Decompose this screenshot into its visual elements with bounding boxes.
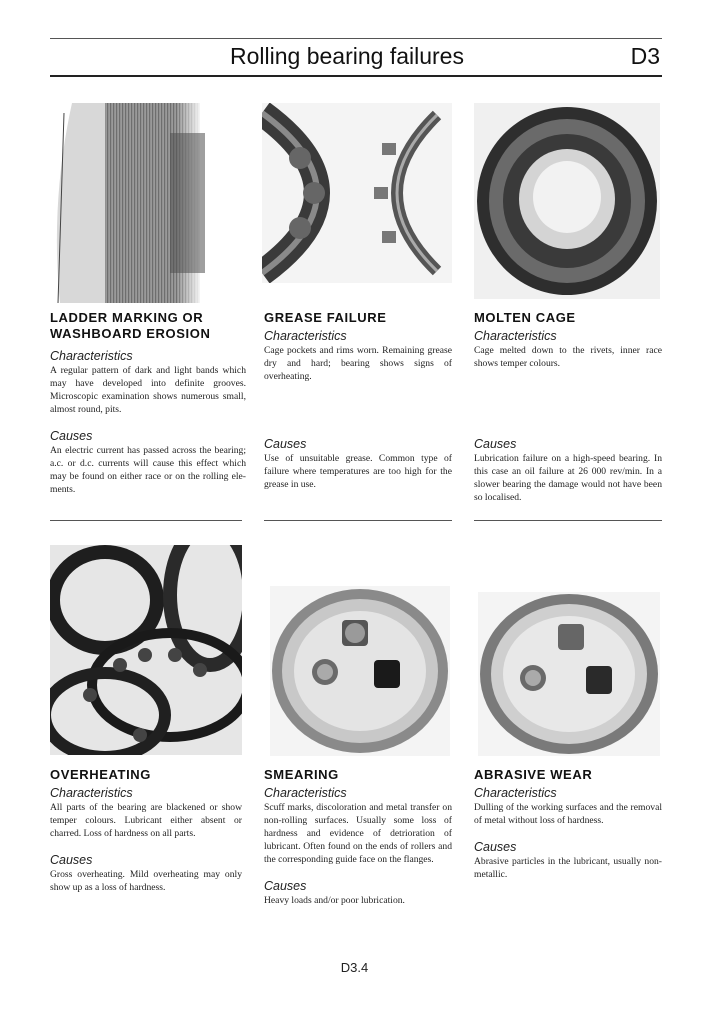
causes-label: Causes — [474, 840, 517, 854]
characteristics-label: Characteristics — [50, 349, 133, 363]
characteristics-text: Cage pockets and rims worn. Remaining grease dry and hard; bearing shows signs of overheating. — [264, 345, 452, 382]
section-title: SMEARING — [264, 767, 339, 782]
causes-label: Causes — [474, 437, 517, 451]
causes-label: Causes — [50, 853, 93, 867]
section-abrasive-wear — [474, 767, 662, 881]
section-overheating — [50, 767, 242, 894]
section-divider — [50, 520, 242, 521]
page-number: D3.4 — [340, 960, 369, 975]
page-title: Rolling bearing failures — [230, 43, 464, 69]
section-title: LADDER MARKING OR WASHBOARD EROSION — [50, 310, 211, 341]
causes-text: Heavy loads and/or poor lubrication. — [264, 895, 405, 906]
causes-label: Causes — [264, 437, 307, 451]
characteristics-label: Characteristics — [474, 786, 557, 800]
section-title: GREASE FAILURE — [264, 310, 387, 325]
causes-text: Abrasive particles in the lubricant, usually non-metallic. — [474, 856, 662, 880]
section-title: ABRASIVE WEAR — [474, 767, 593, 782]
photo-overheating — [50, 545, 242, 755]
causes-label: Causes — [264, 879, 307, 893]
characteristics-text: A regular pattern of dark and light bands which may have developed into definite grooves. Microscopic examination shows numerous small, almost round, pits. — [50, 365, 246, 415]
characteristics-label: Characteristics — [474, 329, 557, 343]
photo-smearing — [270, 586, 450, 756]
characteristics-text: Scuff marks, discoloration and metal transfer on non-rolling surfaces. Usually some loss of hardness and evidence of detrioration of lubricant. Often found on the ends of rollers and the corresponding guide face on the flanges. — [264, 802, 452, 865]
causes-text: Gross overheating. Mild overheating may only show up as a loss of hardness. — [50, 869, 242, 893]
page-header — [50, 38, 662, 77]
section-divider — [474, 520, 662, 521]
photo-abrasive-wear — [478, 592, 660, 756]
photo-grease-failure — [262, 103, 452, 283]
section-divider — [264, 520, 452, 521]
section-code: D3 — [630, 43, 660, 69]
section-ladder-marking — [50, 310, 246, 496]
characteristics-label: Characteristics — [50, 786, 133, 800]
section-molten-cage — [474, 310, 662, 503]
causes-label: Causes — [50, 429, 93, 443]
section-smearing — [264, 767, 452, 907]
causes-text: An electric current has passed across the bearing; a.c. or d.c. currents will cause this effect which may be found on either race or on the rolling elements. — [50, 445, 246, 495]
photo-molten-cage — [474, 103, 660, 299]
characteristics-text: Cage melted down to the rivets, inner race shows temper colours. — [474, 345, 662, 369]
section-title: OVERHEATING — [50, 767, 151, 782]
photo-ladder-marking — [50, 103, 246, 303]
causes-text: Lubrication failure on a high-speed bearing. In this case an oil failure at 26 000 rev/min. In a slower bearing the damage would not have been so localised. — [474, 453, 662, 503]
characteristics-text: All parts of the bearing are blackened or show temper colours. Lubricant either absent or charred. Loss of hardness on all parts. — [50, 802, 242, 839]
section-grease-failure — [264, 310, 452, 490]
section-title: MOLTEN CAGE — [474, 310, 576, 325]
characteristics-label: Characteristics — [264, 329, 347, 343]
characteristics-label: Characteristics — [264, 786, 347, 800]
characteristics-text: Dulling of the working surfaces and the removal of metal without loss of hardness. — [474, 802, 662, 826]
causes-text: Use of unsuitable grease. Common type of failure where temperatures are too high for the grease in use. — [264, 453, 452, 490]
